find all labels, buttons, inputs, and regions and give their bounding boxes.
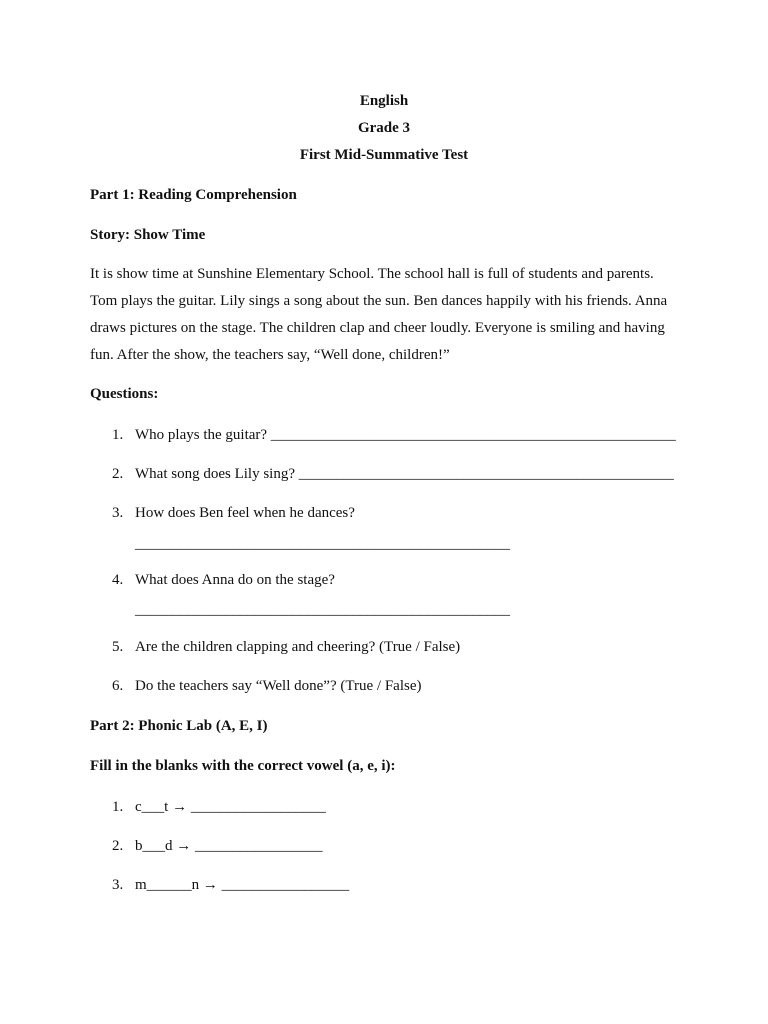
item-number: 3. (112, 877, 124, 893)
answer-line: __________________________________________________ (135, 602, 510, 618)
question-text: Do the teachers say “Well done”? (True / False) (135, 678, 422, 694)
item-number: 1. (112, 799, 124, 815)
item-number: 2. (112, 838, 124, 854)
question-number: 1. (112, 427, 124, 443)
question-number: 4. (112, 572, 124, 588)
story-line: fun. After the show, the teachers say, “Well done, children!” (90, 347, 450, 363)
question-number: 6. (112, 678, 124, 694)
question-text: Who plays the guitar? ______________________________________________________ (135, 427, 676, 443)
grade-title: Grade 3 (357, 120, 411, 136)
story-line: It is show time at Sunshine Elementary School. The school hall is full of students and parents. (90, 266, 654, 282)
question-number: 2. (112, 466, 124, 482)
question-text: What does Anna do on the stage? (135, 572, 335, 588)
part2-instruction: Fill in the blanks with the correct vowel (a, e, i): (90, 758, 396, 774)
question-number: 3. (112, 505, 124, 521)
story-title: Story: Show Time (90, 227, 206, 243)
questions-heading: Questions: (90, 386, 159, 402)
phonic-item: c___t → __________________ (135, 799, 326, 815)
question-text: Are the children clapping and cheering? (True / False) (135, 639, 461, 655)
phonic-item: b___d → _________________ (135, 838, 323, 854)
subject-title: English (359, 93, 409, 109)
phonic-item: m______n → _________________ (135, 877, 350, 893)
story-line: Tom plays the guitar. Lily sings a song about the sun. Ben dances happily with his friends. Anna (90, 293, 668, 309)
part1-heading: Part 1: Reading Comprehension (90, 187, 297, 203)
question-number: 5. (112, 639, 124, 655)
question-text: How does Ben feel when he dances? (135, 505, 355, 521)
question-text: What song does Lily sing? __________________________________________________ (135, 466, 674, 482)
test-title: First Mid-Summative Test (299, 147, 469, 163)
answer-line: __________________________________________________ (135, 536, 510, 552)
story-line: draws pictures on the stage. The children clap and cheer loudly. Everyone is smiling and having (90, 320, 665, 336)
part2-heading: Part 2: Phonic Lab (A, E, I) (90, 718, 268, 734)
